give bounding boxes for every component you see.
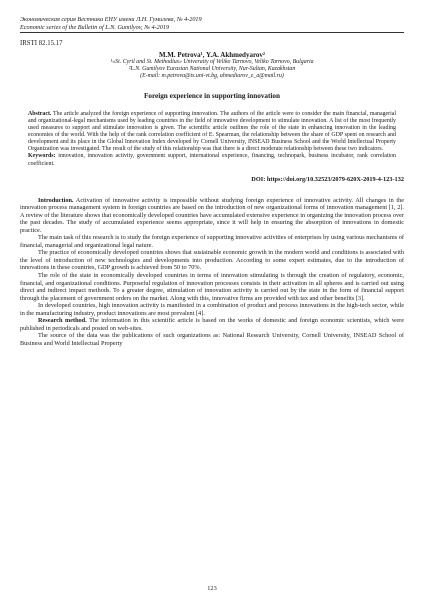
journal-header-ru: Экономическая серия Вестника ЕНУ имени Л.Н. Гумилева, № 4-2019 — [20, 16, 202, 23]
authors: M.M. Petrova¹, Y.A. Akhmedyarov² — [158, 51, 266, 60]
abstract-label: Abstract. — [28, 111, 52, 118]
keywords — [28, 153, 396, 167]
abstract-text: The article analyzed the foreign experience of supporting innovation. The authors of the article were to consider the main financial, managerial and organizational-legal mechanisms used by leading countries in the field of innovative development to stimulate innovation. A list of the most frequently used measures to support and stimulate innovation is given. The scientific article outlines the role of the state in enhancing innovation in the leading economies of the world. With the help of the rank correlation coefficient of E. Spearman, the relationship between the share of GDP spent on research and development and its place in the Global Innovation Index developed by Cornell University, INSEAD Business School and the World Intellectual Property Organization was investigated. The result of the study of this relationship was that there is a direct moderate relationship between these two indicators. — [28, 111, 396, 153]
introduction-text: Activation of innovative activity is impossible without studying foreign experience of innovative activity. All changes in the innovation process management system in foreign countries are based on the introduction of new organizational forms of innovation management [1, 2]. A review of the literature shows that economically developed countries have accumulated extensive experience in organizing the innovation process over the past decades. The study of accumulated experience seems appropriate, since it will help in ensuring the absorption of innovations in domestic practice. — [20, 196, 404, 234]
contact-emails: (E-mail: m.petrova@ts.uni-vt.bg, ahmediarov_e_a@mail.ru) — [140, 73, 284, 80]
keywords-label: Keywords: — [28, 153, 56, 160]
paragraph: The role of the state in economically developed countries in terms of innovation stimulating is through the creation of regulatory, economic, financial, and organizational conditions. Purposeful regulation of innovation processes consists in their activation in all spheres and is carried out using direct and indirect impact methods. To a greater degree, stimulation of innovation activity is carried out by the state in the form of financial support through the placement of government orders on the market. Along with this, innovative firms are provided with tax and other benefits [3]. — [20, 272, 404, 302]
introduction-heading: Introduction. — [38, 196, 74, 204]
journal-header-en: Economic series of the Bulletin of L.N. Gumilyov, № 4-2019 — [20, 23, 170, 31]
header-divider — [20, 32, 404, 33]
paragraph: In developed countries, high innovation activity is manifested in a combination of product and process innovations in the high-tech sector, while in the manufacturing industry, product innovations are most prevalent [4]. — [20, 302, 404, 317]
paragraph: The source of the data was the publications of such organizations as: National Research University, Cornell University, INSEAD School of Business and World Intellectual Property — [20, 332, 404, 347]
journal-header — [20, 16, 404, 33]
paragraph: The practice of economically developed countries shows that sustainable economic growth in the modern world and conditions is associated with the level of introduction of new technologies and developments into production. According to some expert estimates, due to the introduction of innovations in these countries, GDP growth is achieved from 50 to 70%. — [20, 249, 404, 272]
paragraph: The main task of this research is to study the foreign experience of supporting innovative activities of enterprises by using various mechanisms of financial, managerial and organizational legal nature. — [20, 234, 404, 249]
keywords-text: innovation, innovation activity, government support, international experience, financing, technopark, business incubator, rank correlation coefficient. — [28, 153, 396, 167]
paragraph-introduction — [20, 197, 404, 235]
research-method-heading: Research method. — [38, 317, 87, 325]
affiliation-1: ¹«St. Cyril and St. Methodius» Univeraity of Veliko Tarnovo, Veliko Tarnovo, Bulgaria — [110, 59, 314, 66]
research-method-text: The information in this scientific article is based on the works of domestic and foreign economic scientists, which were published in periodicals and posted on web-sites. — [20, 317, 404, 332]
affiliations — [20, 59, 404, 80]
abstract — [28, 111, 396, 153]
paper-title: Foreign experience in supporting innovation — [143, 92, 281, 101]
page-number: 123 — [207, 585, 217, 592]
paragraph-research-method — [20, 317, 404, 332]
doi-link[interactable]: DOI: https://doi.org/10.32523/2079-620X-2019-4-123-132 — [251, 175, 404, 183]
paper-page — [20, 16, 404, 348]
affiliation-2: ²L.N. Gumilyov Eurasian National University, Nur-Sultan, Kazakhstan — [128, 66, 296, 73]
irsti-code: IRSTI 82.15.17 — [20, 40, 63, 48]
body-text — [20, 197, 404, 348]
